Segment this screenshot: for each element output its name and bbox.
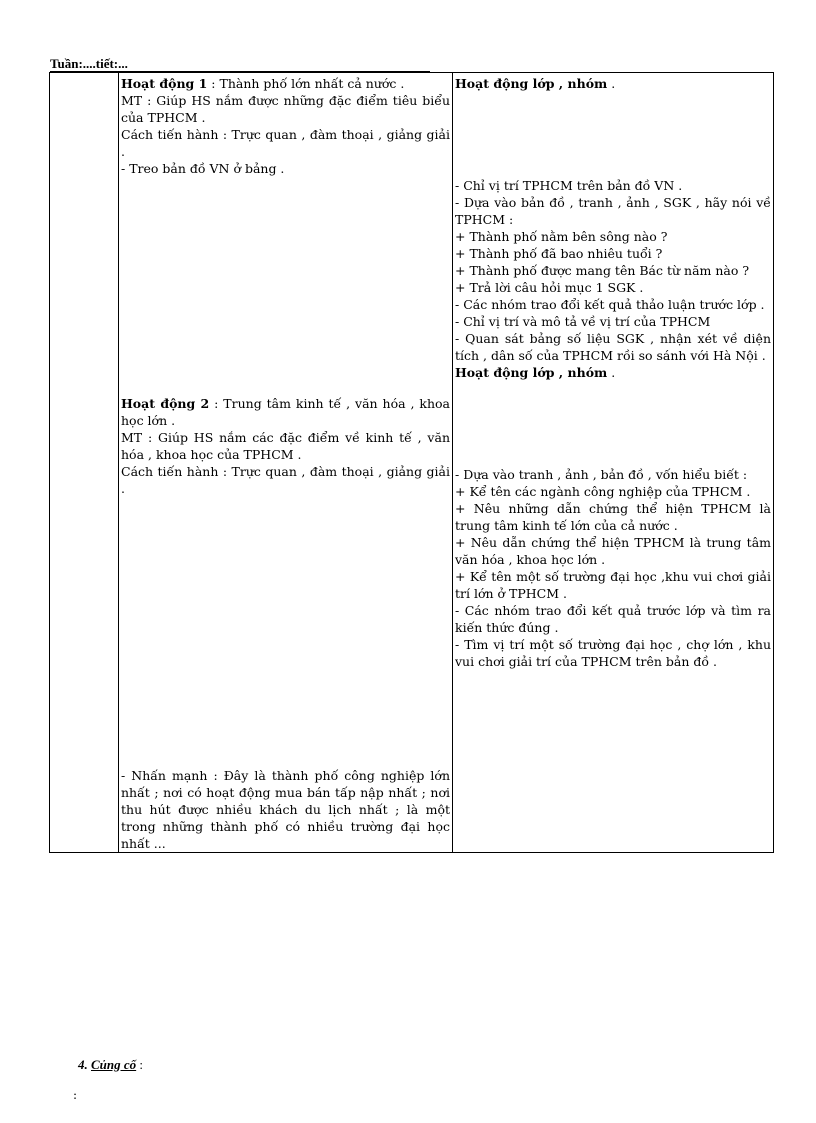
activity-1-method: Cách tiến hành : Trực quan , đàm thoại , giảng giải . <box>121 127 450 159</box>
activity-2-heading: Hoạt động 2 : Trung tâm kinh tế , văn hóa , khoa học lớn . <box>121 396 450 428</box>
list-item: + Kể tên một số trường đại học ,khu vui chơi giải trí lớn ở TPHCM . <box>455 569 771 601</box>
time-column <box>50 73 119 853</box>
list-item: - Quan sát bảng số liệu SGK , nhận xét về diện tích , dân số của TPHCM rồi so sánh với Hà Nội . <box>455 331 771 363</box>
list-item: - Các nhóm trao đổi kết quả thảo luận trước lớp . <box>455 297 765 312</box>
list-item: + Thành phố đã bao nhiêu tuổi ? <box>455 246 663 261</box>
list-item: - Chỉ vị trí TPHCM trên bản đồ VN . <box>455 178 683 193</box>
list-item: + Thành phố được mang tên Bác từ năm nào ? <box>455 263 750 278</box>
list-item: - Các nhóm trao đổi kết quả trước lớp và tìm ra kiến thức đúng . <box>455 603 771 635</box>
activity-2-method: Cách tiến hành : Trực quan , đàm thoại , giảng giải . <box>121 464 450 496</box>
teacher-activities-column <box>119 73 453 853</box>
list-item: + Nêu những dẫn chứng thể hiện TPHCM là trung tâm kinh tế lớn của cả nước . <box>455 501 771 533</box>
list-item: + Kể tên các ngành công nghiệp của TPHCM . <box>455 484 751 499</box>
list-item: + Trả lời câu hỏi mục 1 SGK . <box>455 280 644 295</box>
emphasis-text: - Nhấn mạnh : Đây là thành phố công nghiệp lớn nhất ; nơi có hoạt động mua bán tấp nập nhất ; nơi thu hút được nhiều khách du lịch nhất ; là một trong những thành phố có nhiều trường đại học nhất ... <box>121 768 450 851</box>
table-row <box>50 73 774 853</box>
activity-2-form-heading: Hoạt động lớp , nhóm . <box>455 365 616 380</box>
student-activities-column <box>453 73 774 853</box>
activity-1-heading: Hoạt động 1 : Thành phố lớn nhất cả nước . <box>121 76 405 91</box>
activity-1-step: - Treo bản đồ VN ở bảng . <box>121 161 285 176</box>
list-item: - Dựa vào tranh , ảnh , bản đồ , vốn hiểu biết : <box>455 467 748 482</box>
list-item: + Nêu dẫn chứng thể hiện TPHCM là trung tâm văn hóa , khoa học lớn . <box>455 535 771 567</box>
list-item: - Dựa vào bản đồ , tranh , ảnh , SGK , hãy nói về TPHCM : <box>455 195 771 227</box>
list-item: + Thành phố nằm bên sông nào ? <box>455 229 668 244</box>
list-item: - Tìm vị trí một số trường đại học , chợ lớn , khu vui chơi giải trí của TPHCM trên bản đồ . <box>455 637 771 669</box>
consolidation-content: : <box>73 1088 78 1102</box>
activity-1-objective: MT : Giúp HS nắm được những đặc điểm tiêu biểu của TPHCM . <box>121 93 450 125</box>
consolidation-heading: 4. Củng cố : <box>78 1057 144 1072</box>
list-item: - Chỉ vị trí và mô tả về vị trí của TPHCM <box>455 314 711 329</box>
activity-1-form-heading: Hoạt động lớp , nhóm . <box>455 76 616 91</box>
page-header: Tuần:....tiết:... <box>50 57 430 72</box>
activity-2-objective: MT : Giúp HS nắm các đặc điểm về kinh tế , văn hóa , khoa học của TPHCM . <box>121 430 450 462</box>
lesson-table <box>49 72 774 853</box>
